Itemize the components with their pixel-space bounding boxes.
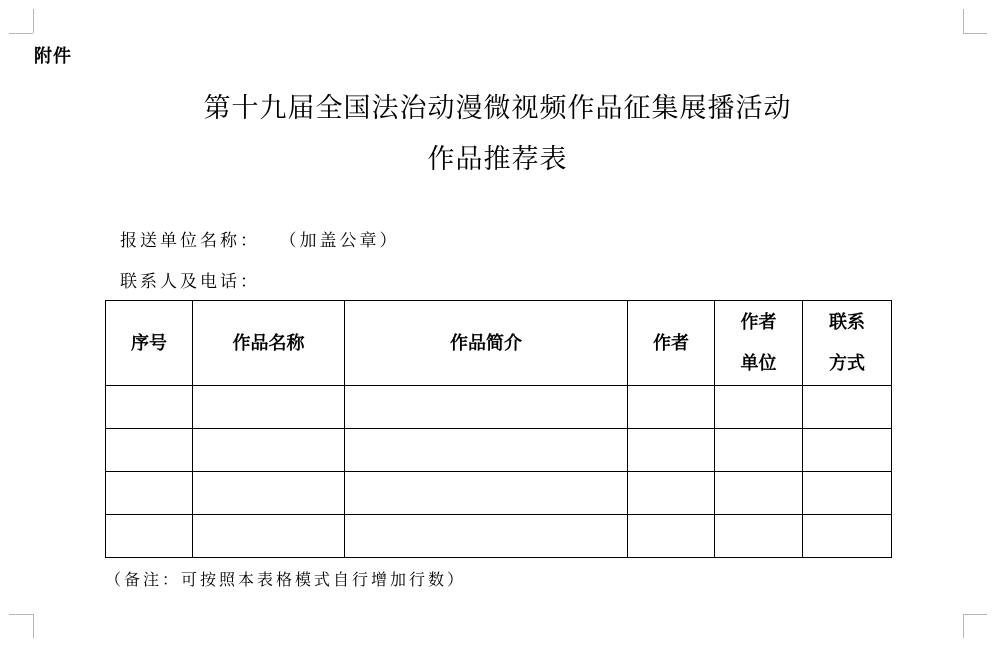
header-author-unit-line1: 作者 <box>740 312 777 333</box>
table-cell-contact[interactable] <box>803 429 892 472</box>
table-cell-intro[interactable] <box>345 386 628 429</box>
table-cell-contact[interactable] <box>803 472 892 515</box>
header-author-unit-line2: 单位 <box>740 353 777 374</box>
table-cell-author[interactable] <box>628 515 715 558</box>
header-contact-line1: 联系 <box>829 312 865 333</box>
table-cell-intro[interactable] <box>345 472 628 515</box>
recommendation-table <box>105 300 892 558</box>
table-cell-author-unit[interactable] <box>715 429 803 472</box>
attachment-label: 附件 <box>34 46 72 67</box>
header-index: 序号 <box>106 301 193 386</box>
submitting-unit-label: 报送单位名称： <box>120 231 260 251</box>
seal-note: （加盖公章） <box>288 231 400 251</box>
header-work-intro: 作品简介 <box>345 301 628 386</box>
table-cell-name[interactable] <box>193 472 345 515</box>
table-cell-contact[interactable] <box>803 386 892 429</box>
contact-label: 联系人及电话： <box>120 272 260 292</box>
table-row <box>106 472 892 515</box>
table-cell-index[interactable] <box>106 472 193 515</box>
table-cell-name[interactable] <box>193 429 345 472</box>
header-author-unit <box>715 301 803 386</box>
table-cell-intro[interactable] <box>345 515 628 558</box>
table-cell-contact[interactable] <box>803 515 892 558</box>
footnote: （备注：可按照本表格模式自行增加行数） <box>105 570 467 589</box>
table-cell-name[interactable] <box>193 515 345 558</box>
header-contact <box>803 301 892 386</box>
table-body <box>106 386 892 558</box>
table-row <box>106 515 892 558</box>
table-cell-author-unit[interactable] <box>715 386 803 429</box>
document-title: 第十九届全国法治动漫微视频作品征集展播活动 <box>203 93 792 124</box>
table-header-row <box>106 301 892 386</box>
table-cell-author-unit[interactable] <box>715 472 803 515</box>
header-author: 作者 <box>628 301 715 386</box>
table-cell-intro[interactable] <box>345 429 628 472</box>
table-cell-name[interactable] <box>193 386 345 429</box>
table-cell-author[interactable] <box>628 429 715 472</box>
table-cell-index[interactable] <box>106 429 193 472</box>
contact-field <box>120 267 260 292</box>
table-cell-index[interactable] <box>106 386 193 429</box>
table-cell-author-unit[interactable] <box>715 515 803 558</box>
header-work-name: 作品名称 <box>193 301 345 386</box>
table-cell-author[interactable] <box>628 472 715 515</box>
submitting-unit-field <box>120 226 400 251</box>
header-contact-line2: 方式 <box>829 353 865 374</box>
table-row <box>106 386 892 429</box>
document-subtitle: 作品推荐表 <box>427 144 568 175</box>
table-cell-author[interactable] <box>628 386 715 429</box>
table-cell-index[interactable] <box>106 515 193 558</box>
table-row <box>106 429 892 472</box>
